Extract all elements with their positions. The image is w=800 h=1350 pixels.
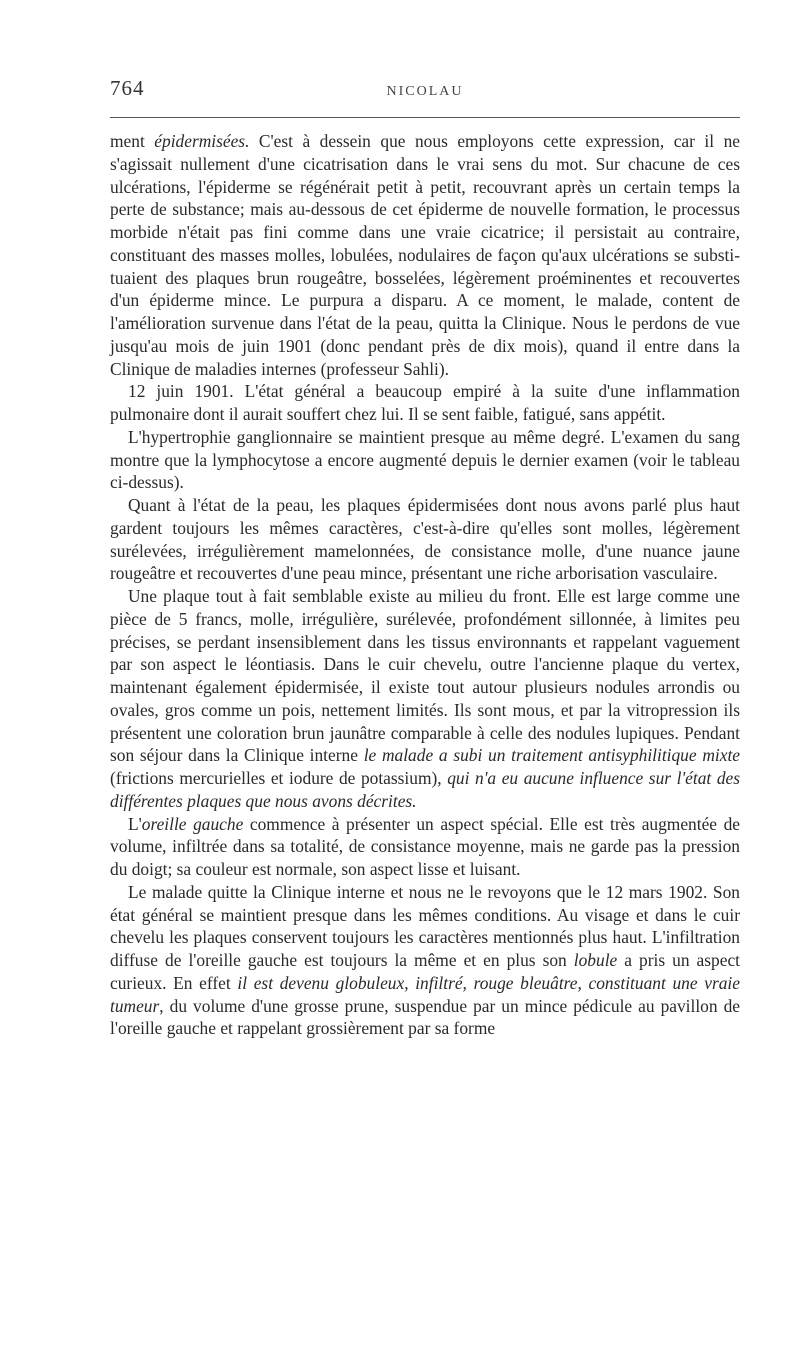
italic-run: oreille gauche [141, 813, 244, 834]
body-text [110, 130, 740, 1040]
italic-run: le malade a subi un traitement antisyphilitique mixte [363, 745, 740, 766]
text-run: a pris un aspect curieux. En effet [110, 950, 740, 993]
text-run: 12 juin 1901. L'état général a beaucoup empiré à la suite d'une inflammation pulmonaire dont il aurait souffert chez lui. Il se sent faible, fatigué, sans appétit. [110, 381, 740, 424]
text-run: commence à présenter un aspect spécial. Elle est très augmentée de volume, infiltrée dans sa totalité, de consistance moyenne, mais ne garde pas la pression du doigt; sa couleur est normale, son aspect lisse et luisant. [110, 813, 740, 879]
paragraph [110, 130, 740, 380]
paragraph [110, 585, 740, 813]
running-head: NICOLAU [386, 84, 464, 99]
text-run: (frictions mercurielles et iodure de potassium), [110, 768, 448, 788]
header-rule [110, 117, 740, 118]
text-run: L'hypertrophie ganglionnaire se maintient presque au même degré. L'examen du sang montre que la lymphocytose a encore augmenté depuis le dernier examen (voir le tableau ci-dessus). [110, 426, 740, 493]
text-run: , du volume d'une grosse prune, suspendue par un mince pédicule au pavillon de l'oreille gauche et rappelant grossièrement par sa forme [110, 995, 740, 1039]
paragraph [110, 426, 740, 494]
text-run: Quant à l'état de la peau, les plaques épidermisées dont nous avons parlé plus haut gardent toujours les mêmes caractères, c'est-à-dire qu'elles sont molles, légèrement surélevées, irrégulièrement mamelonnées, de consistance molle, d'une nuance jaune rougeâtre et recouvertes d'une peau mince, présentant une riche arborisation vasculaire. [110, 495, 740, 584]
italic-run: qui n'a eu aucune influence sur l'état des différentes plaques que nous avons décrites. [110, 768, 740, 811]
paragraph [110, 813, 740, 881]
italic-run: il est devenu globuleux, infiltré, rouge bleuâtre, constituant une vraie tumeur [110, 972, 740, 1016]
paragraph [110, 380, 740, 426]
italic-run: épidermisées. [154, 131, 250, 151]
text-run: Le malade quitte la Clinique interne et nous ne le revoyons que le 12 mars 1902. Son état général se maintient presque dans les mêmes conditions. Au visage et dans le cuir chevelu les plaques conservent toujours les caractères mentionnés plus haut. L'infiltration diffuse de l'oreille gauche est toujours la même et en plus son [110, 881, 740, 970]
paragraph [110, 881, 740, 1040]
text-run: Une plaque tout à fait semblable existe au milieu du front. Elle est large comme une pièce de 5 francs, molle, irrégulière, surélevée, profondément sillonnée, à limites peu précises, se perdant insensiblement dans les tissus environnants et rappelant vaguement par son aspect le léontiasis. Dans le cuir chevelu, outre l'ancienne plaque du vertex, maintenant également épidermisée, il existe tout autour plusieurs nodules arrondis ou ovales, gros comme un pois, nettement limités. Ils sont mous, et par la vitropression ils présentent une coloration brun jaunâtre comparable à celle des nodules lupiques. Pendant son séjour dans la Clinique interne [110, 586, 740, 766]
text-run: L' [128, 813, 142, 834]
page-header [110, 76, 740, 106]
paragraph [110, 494, 740, 585]
text-run: C'est à dessein que nous employons cette expression, car il ne s'agissait nullement d'une cicatrisation dans le vrai sens du mot. Sur chacune de ces ulcérations, l'épiderme se régénérait petit à petit, recouvrant après un certain temps la perte de substance; mais au-dessous de cet épiderme de nouvelle formation, le processus morbide n'était pas fini comme dans une vraie cicatrice; il persistait au contraire, constituant des masses molles, lobulées, nodulaires de façon qu'aux ulcérations se substituaient des plaques brun rougeâtre, bosselées, légèrement proéminentes et recouvertes d'un épiderme mince. Le purpura a disparu. A ce moment, le malade, content de l'amélioration survenue dans l'état de la peau, quitta la Clinique. Nous le perdons de vue jusqu'au mois de juin 1901 (donc pendant près de dix mois), quand il entre dans la Clinique de maladies internes (professeur Sahli). [110, 131, 740, 379]
page-number: 764 [110, 76, 145, 100]
text-run: ment [110, 131, 155, 151]
italic-run: lobule [573, 950, 618, 970]
